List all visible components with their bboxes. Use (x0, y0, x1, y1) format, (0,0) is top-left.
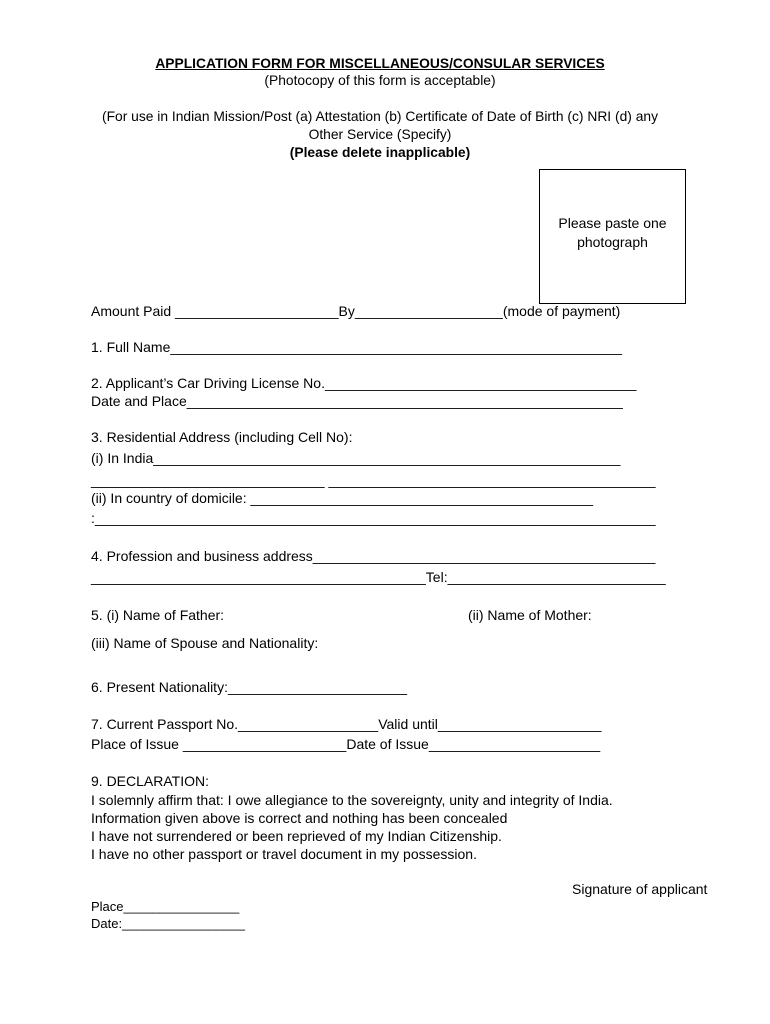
profession-field[interactable]: 4. Profession and business address____________________________________________ (91, 548, 656, 564)
address-heading: 3. Residential Address (including Cell No): (91, 429, 353, 445)
use-note-line1: (For use in Indian Mission/Post (a) Attestation (b) Certificate of Date of Birth (c) NRI (d) any (101, 108, 658, 124)
declaration-line2: Information given above is correct and nothing has been concealed (91, 810, 508, 826)
photo-label-line2: photograph (577, 234, 648, 250)
photo-label-line1: Please paste one (558, 215, 667, 231)
amount-paid-field[interactable]: Amount Paid _____________________By___________________(mode of payment) (91, 303, 621, 319)
address-domicile-field[interactable]: (ii) In country of domicile: ____________________________________________ (91, 490, 594, 506)
passport-place-field[interactable]: Place of Issue _____________________Date of Issue______________________ (91, 736, 601, 752)
full-name-field[interactable]: 1. Full Name__________________________________________________________ (91, 339, 622, 355)
date-field[interactable]: Date:_________________ (91, 916, 245, 931)
license-date-place-field[interactable]: Date and Place________________________________________________________ (91, 393, 623, 409)
father-name-field[interactable]: 5. (i) Name of Father: (91, 607, 225, 623)
profession-tel-field[interactable]: ___________________________________________Tel:____________________________ (91, 569, 666, 585)
declaration-line1: I solemnly affirm that: I owe allegiance to the sovereignty, unity and integrity of India. (91, 792, 613, 808)
declaration-line4: I have no other passport or travel document in my possession. (91, 846, 477, 862)
license-no-field[interactable]: 2. Applicant’s Car Driving License No.________________________________________ (91, 375, 637, 391)
form-title: APPLICATION FORM FOR MISCELLANEOUS/CONSULAR SERVICES (155, 55, 605, 71)
declaration-line3: I have not surrendered or been reprieved of my Indian Citizenship. (91, 828, 502, 844)
place-field[interactable]: Place________________ (91, 899, 240, 914)
photo-box[interactable] (539, 169, 686, 304)
delete-note: (Please delete inapplicable) (289, 144, 471, 160)
spouse-field[interactable]: (iii) Name of Spouse and Nationality: (91, 635, 319, 651)
mother-name-field[interactable]: (ii) Name of Mother: (468, 607, 592, 623)
use-note-line2: Other Service (Specify) (308, 126, 452, 142)
address-india-continuation[interactable]: ______________________________ __________________________________________ (91, 472, 656, 488)
declaration-heading: 9. DECLARATION: (91, 773, 209, 789)
address-domicile-continuation[interactable]: :________________________________________________________________________ (91, 510, 656, 526)
address-india-field[interactable]: (i) In India____________________________________________________________ (91, 450, 621, 466)
nationality-field[interactable]: 6. Present Nationality:_______________________ (91, 679, 408, 695)
passport-no-field[interactable]: 7. Current Passport No.__________________Valid until_____________________ (91, 716, 602, 732)
form-subtitle: (Photocopy of this form is acceptable) (264, 72, 496, 88)
signature-label: Signature of applicant (572, 881, 708, 897)
photo-label (540, 214, 685, 252)
